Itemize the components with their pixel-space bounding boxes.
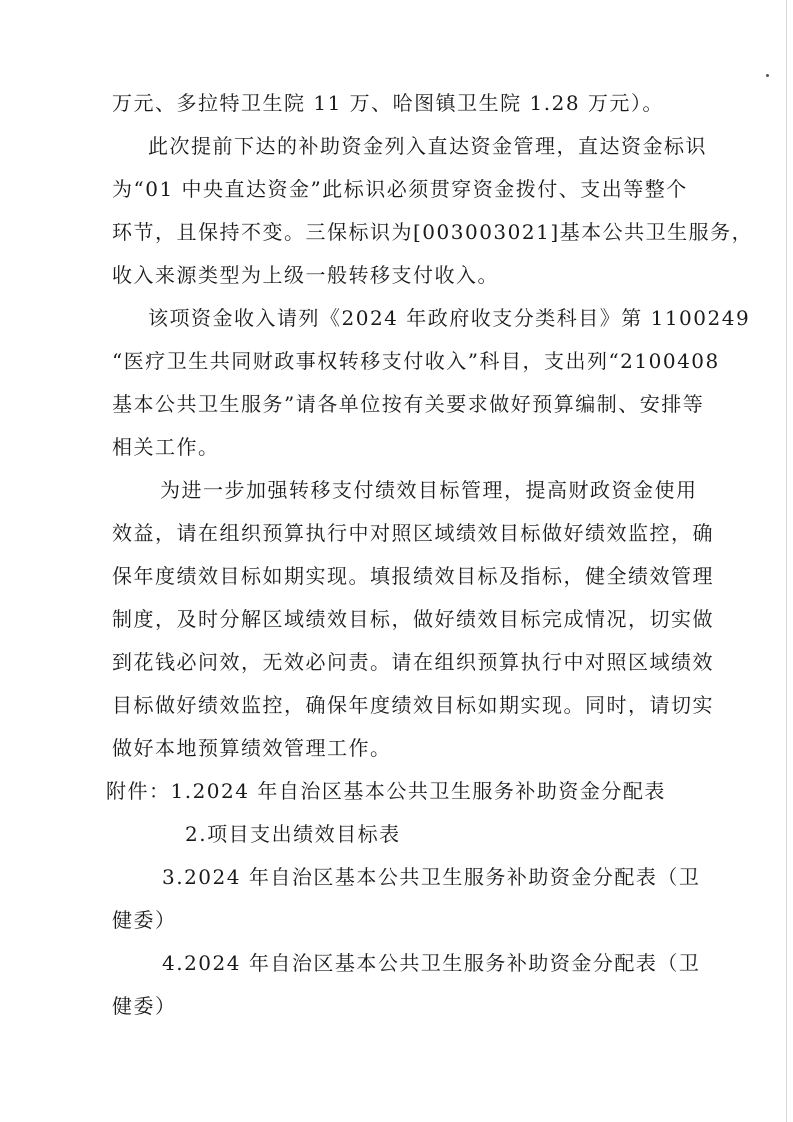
attachment-line: 3.2024 年自治区基本公共卫生服务补助资金分配表（卫: [162, 865, 701, 889]
text-line: 该项资金收入请列《2024 年政府收支分类科目》第 1100249: [148, 306, 751, 330]
attachment-line: 附件：1.2024 年自治区基本公共卫生服务补助资金分配表: [106, 779, 666, 803]
text-line: 万元、多拉特卫生院 11 万、哈图镇卫生院 1.28 万元）。: [112, 91, 664, 115]
text-line: 到花钱必问效，无效必问责。请在组织预算执行中对照区域绩效: [112, 650, 714, 674]
text-line: 效益，请在组织预算执行中对照区域绩效目标做好绩效监控，确: [112, 521, 714, 545]
text-line: 保年度绩效目标如期实现。填报绩效目标及指标，健全绩效管理: [112, 564, 714, 588]
text-line: 制度，及时分解区域绩效目标，做好绩效目标完成情况，切实做: [112, 607, 714, 631]
text-line: 为“01 中央直达资金”此标识必须贯穿资金拨付、支出等整个: [112, 177, 688, 201]
attachment-line: 4.2024 年自治区基本公共卫生服务补助资金分配表（卫: [162, 951, 701, 975]
scan-mark: [766, 74, 769, 77]
text-line: 基本公共卫生服务”请各单位按有关要求做好预算编制、安排等: [112, 392, 705, 416]
text-line: 收入来源类型为上级一般转移支付收入。: [112, 263, 499, 287]
page-edge-line: [786, 0, 787, 1122]
attachment-line: 2.项目支出绩效目标表: [185, 822, 401, 846]
text-line: 此次提前下达的补助资金列入直达资金管理，直达资金标识: [148, 134, 707, 158]
attachment-line: 健委）: [112, 994, 177, 1018]
attachment-line: 健委）: [112, 908, 177, 932]
text-line: 环节，且保持不变。三保标识为[003003021]基本公共卫生服务，: [112, 220, 754, 244]
text-line: 相关工作。: [112, 435, 220, 459]
text-line: 目标做好绩效监控，确保年度绩效目标如期实现。同时，请切实: [112, 693, 714, 717]
text-line: 为进一步加强转移支付绩效目标管理，提高财政资金使用: [160, 478, 698, 502]
text-line: 做好本地预算绩效管理工作。: [112, 736, 392, 760]
text-line: “医疗卫生共同财政事权转移支付收入”科目，支出列“2100408: [112, 349, 720, 373]
